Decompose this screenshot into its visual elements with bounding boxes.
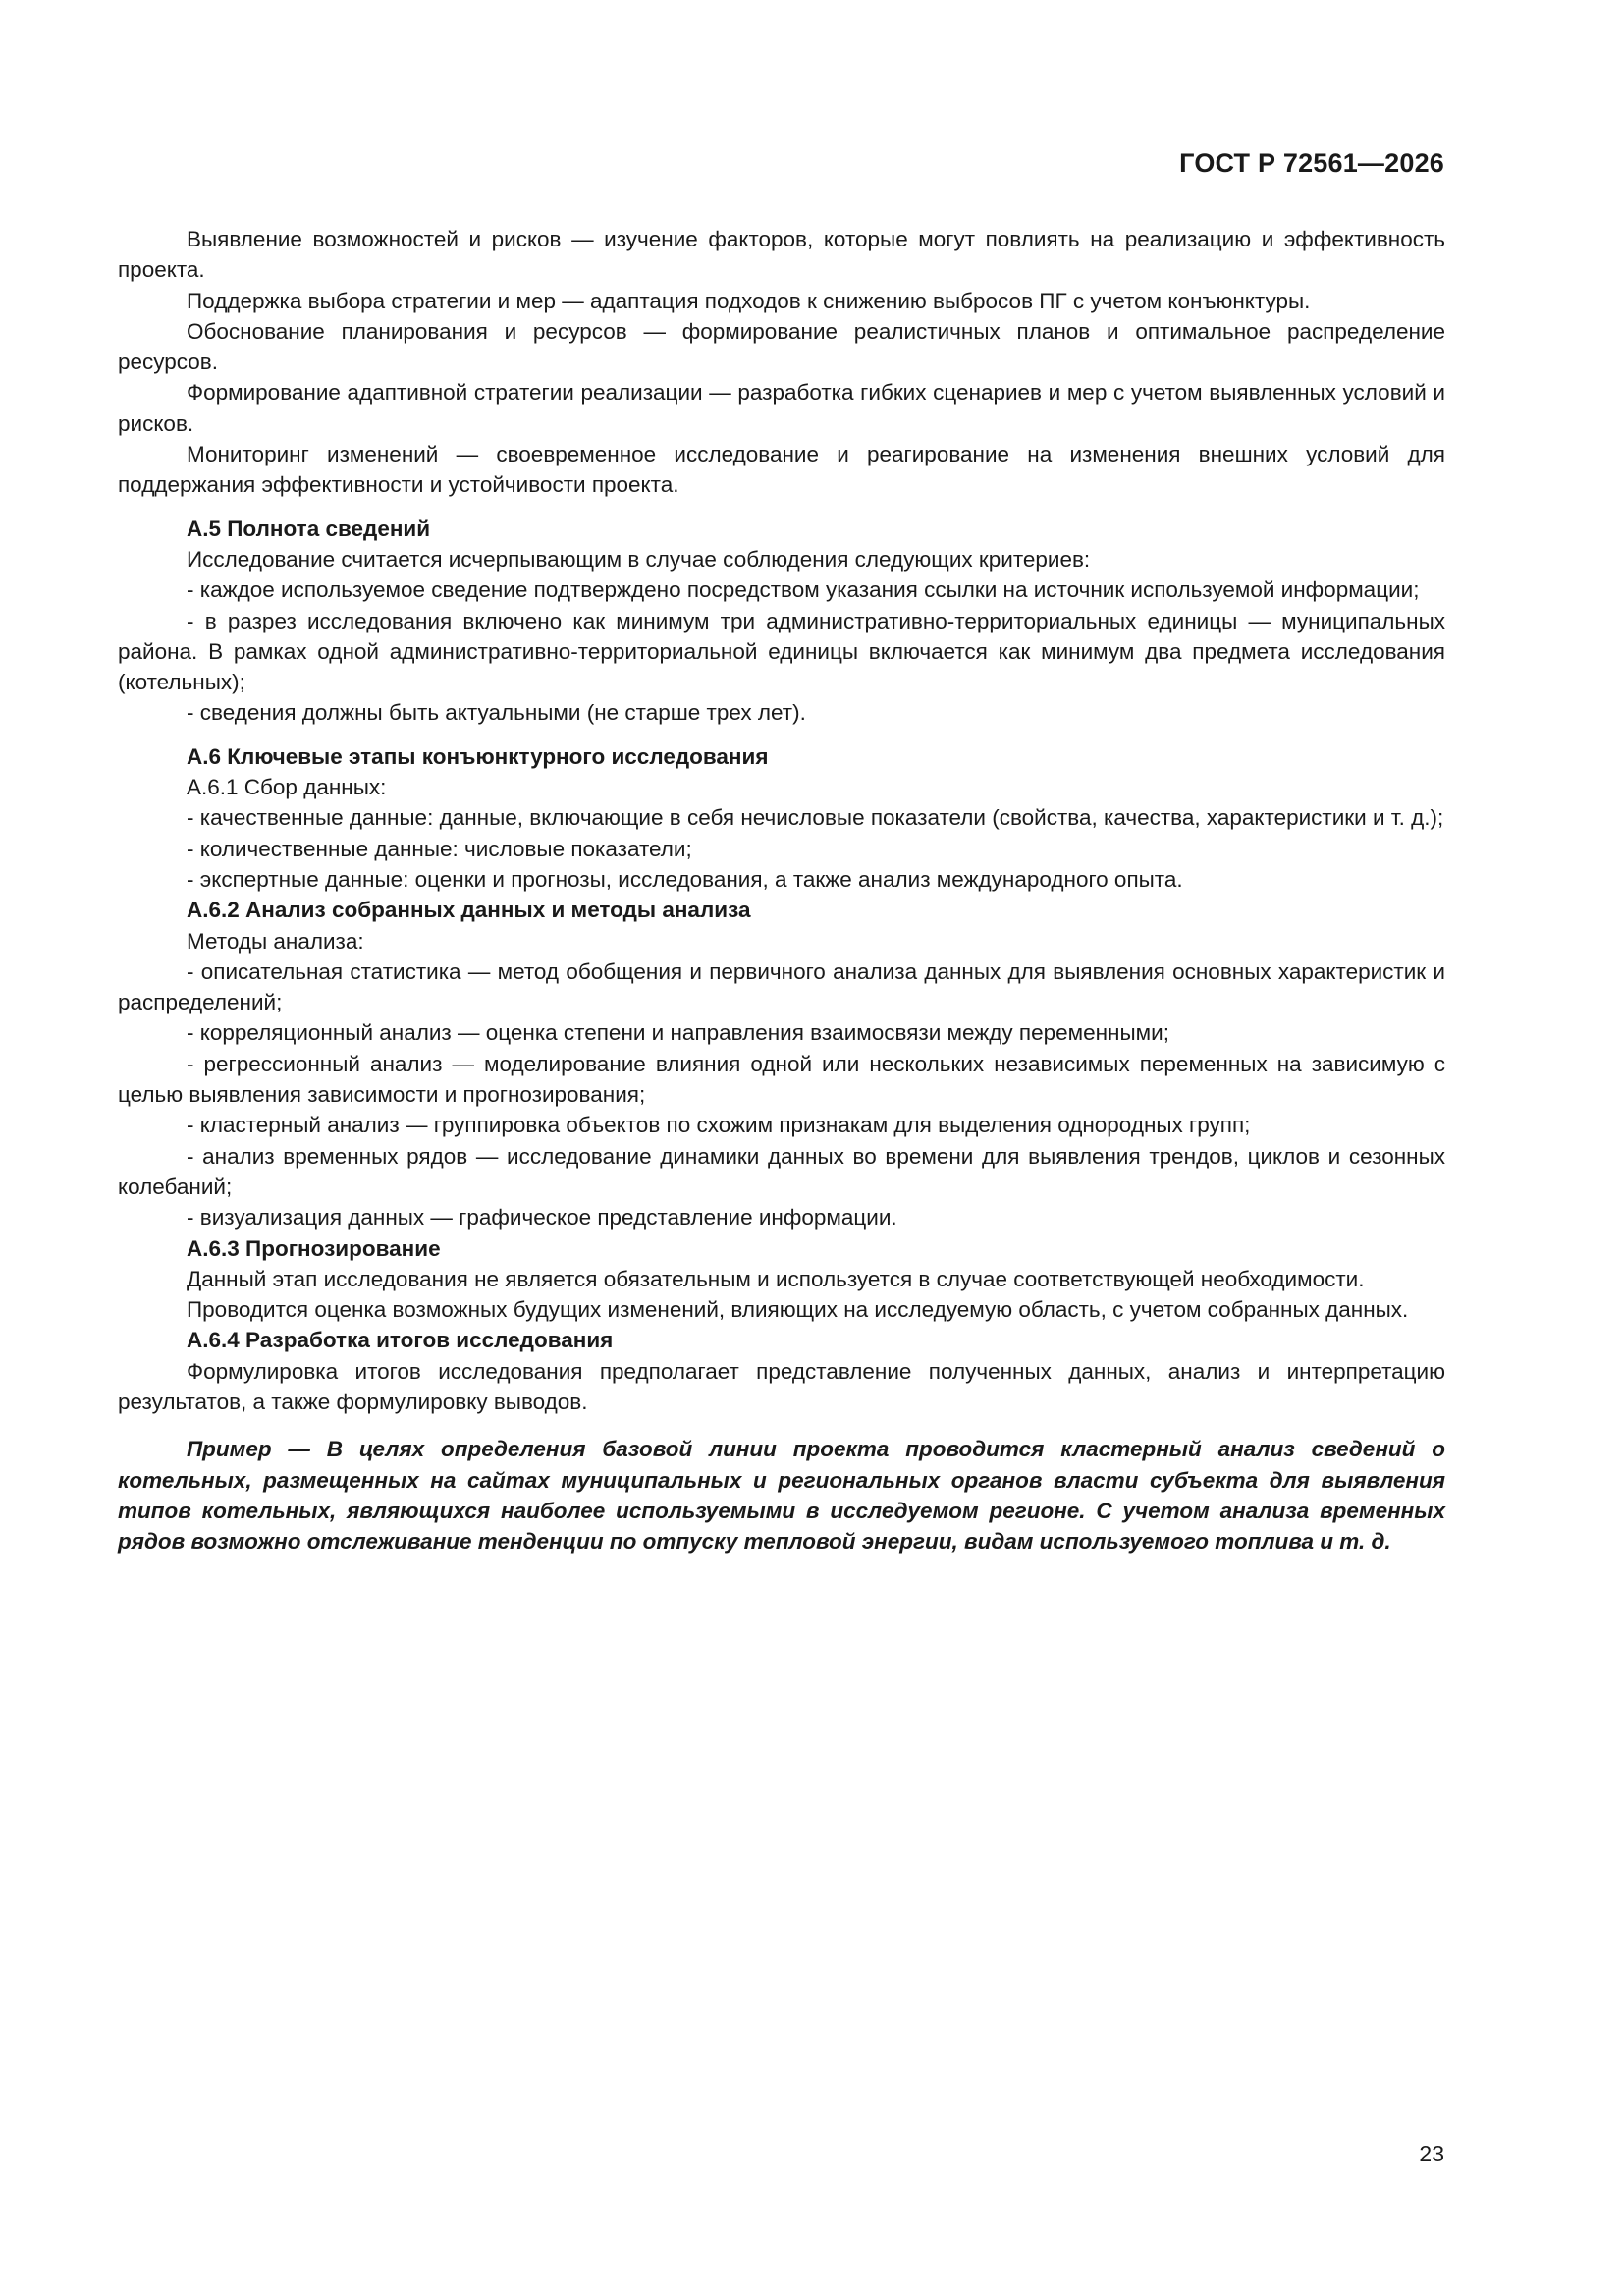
list-item: - экспертные данные: оценки и прогнозы, исследования, а также анализ международного опыта. (187, 866, 1183, 892)
example-note: Пример — В целях определения базовой линии проекта проводится кластерный анализ сведений о котельных, размещенных на сайтах муниципальных и региональных органов власти субъекта для выявления типов котельных, являющихся наиболее используемыми в исследуемом регионе. С учетом анализа временных рядов возможно отслеживание тенденции по отпуску тепловой энергии, видам используемого топлива и т. д. (118, 1437, 1445, 1555)
paragraph: Данный этап исследования не является обязательным и используется в случае соответствующей необходимости. (187, 1266, 1365, 1291)
paragraph: Формулировка итогов исследования предполагает представление полученных данных, анализ и интерпретацию результатов, а также формулировку выводов. (118, 1358, 1445, 1414)
list-item: - регрессионный анализ — моделирование влияния одной или нескольких независимых переменных на зависимую с целью выявления зависимости и прогнозирования; (118, 1051, 1445, 1108)
paragraph: Исследование считается исчерпывающим в случае соблюдения следующих критериев: (187, 546, 1091, 572)
list-item: - анализ временных рядов — исследование динамики данных во времени для выявления трендов, циклов и сезонных колебаний; (118, 1143, 1445, 1199)
paragraph: Методы анализа: (187, 928, 364, 954)
document-header: ГОСТ Р 72561—2026 (1179, 148, 1444, 178)
subsection-heading-a64: А.6.4 Разработка итогов исследования (187, 1328, 614, 1353)
paragraph: Обоснование планирования и ресурсов — формирование реалистичных планов и оптимальное распределение ресурсов. (118, 318, 1445, 375)
document-body (118, 224, 1445, 1557)
paragraph: Проводится оценка возможных будущих изменений, влияющих на исследуемую область, с учетом собранных данных. (187, 1297, 1409, 1323)
list-item: - корреляционный анализ — оценка степени и направления взаимосвязи между переменными; (187, 1020, 1169, 1046)
list-item: - визуализация данных — графическое представление информации. (187, 1205, 897, 1230)
list-item: - кластерный анализ — группировка объектов по схожим признакам для выделения однородных групп; (187, 1113, 1251, 1138)
list-item: - каждое используемое сведение подтверждено посредством указания ссылки на источник используемой информации; (187, 577, 1420, 603)
subsection-heading-a62: А.6.2 Анализ собранных данных и методы анализа (187, 898, 751, 923)
subsection-heading-a63: А.6.3 Прогнозирование (187, 1235, 441, 1261)
paragraph: Мониторинг изменений — своевременное исследование и реагирование на изменения внешних условий для поддержания эффективности и устойчивости проекта. (118, 442, 1445, 498)
list-item: - сведения должны быть актуальными (не старше трех лет). (187, 700, 806, 726)
list-item: - описательная статистика — метод обобщения и первичного анализа данных для выявления основных характеристик и распределений; (118, 958, 1445, 1015)
subsection-title-a61: А.6.1 Сбор данных: (187, 775, 387, 800)
section-heading-a6: А.6 Ключевые этапы конъюнктурного исследования (187, 743, 769, 769)
paragraph: Формирование адаптивной стратегии реализации — разработка гибких сценариев и мер с учетом выявленных условий и рисков. (118, 380, 1445, 436)
list-item: - в разрез исследования включено как минимум три административно-территориальных единицы — муниципальных района. В рамках одной административно-территориальной единицы включается как минимум два предмета исследования (котельных); (118, 608, 1445, 695)
list-item: - качественные данные: данные, включающие в себя нечисловые показатели (свойства, качества, характеристики и т. д.); (187, 805, 1444, 831)
paragraph: Поддержка выбора стратегии и мер — адаптация подходов к снижению выбросов ПГ с учетом конъюнктуры. (187, 288, 1311, 313)
page-number: 23 (1419, 2141, 1444, 2166)
paragraph: Выявление возможностей и рисков — изучение факторов, которые могут повлиять на реализацию и эффективность проекта. (118, 227, 1445, 283)
list-item: - количественные данные: числовые показатели; (187, 836, 692, 861)
section-heading-a5: А.5 Полнота сведений (187, 516, 431, 541)
